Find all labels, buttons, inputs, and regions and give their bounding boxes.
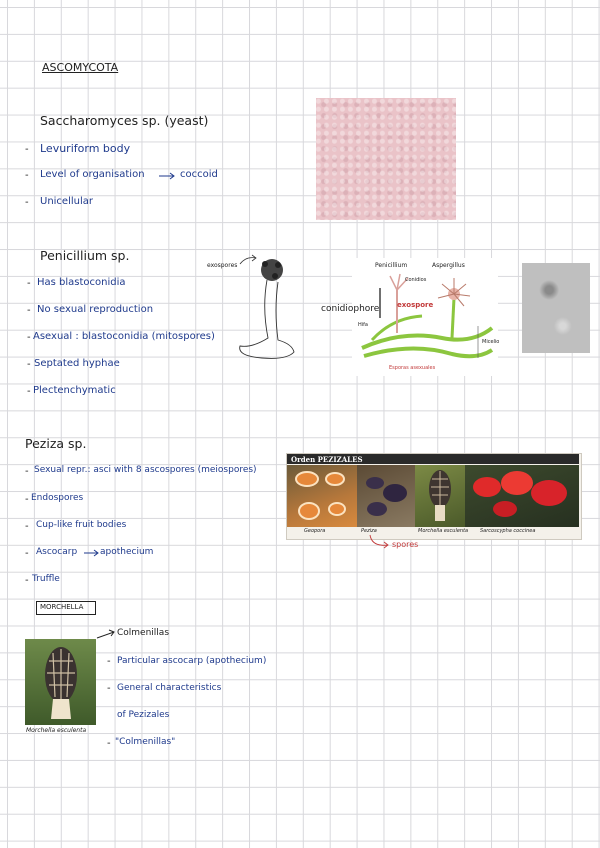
bullet-asexual: Asexual : blastoconidia (mitospores) [33, 331, 215, 342]
bullet-truffle: Truffle [32, 574, 60, 584]
red-cup-fungus-icon [465, 465, 579, 527]
bullet-no-sexual: No sexual reproduction [37, 304, 154, 315]
spores-label: spores [392, 540, 419, 549]
caption-sarcoscypha: Sarcoscypha coccinea [480, 528, 536, 534]
bullet-dash: - [27, 332, 31, 343]
yeast-micrograph [316, 98, 456, 220]
bullet-general-characteristics: General characteristics [117, 683, 222, 693]
bullet-dash: - [27, 278, 31, 289]
penicillium-heading: Penicillium sp. [40, 248, 130, 263]
bullet-ascocarp: Ascocarp [36, 547, 78, 557]
bullet-dash: - [25, 494, 29, 505]
diagram-label-conidiophore: conidiophore [321, 304, 380, 314]
dark-cup-fungus-icon [357, 465, 415, 527]
bullet-dash: - [107, 683, 111, 694]
bullet-apothecium: apothecium [100, 547, 154, 557]
bullet-dash: - [25, 548, 29, 559]
bullet-dash: - [25, 144, 29, 155]
page-title: ASCOMYCOTA [42, 61, 119, 74]
caption-peziza: Peziza [361, 528, 377, 534]
morel-icon [415, 465, 465, 527]
bullet-level-organisation: Level of organisation [40, 169, 145, 180]
bullet-septated: Septated hyphae [34, 358, 120, 369]
bullet-unicellular: Unicellular [40, 196, 93, 207]
colmenillas-label: Colmenillas [117, 628, 170, 638]
bullet-dash: - [25, 521, 29, 532]
diagram-label-penicillium: Penicillium [375, 262, 408, 269]
caption-morchella: Morchella esculenta [418, 528, 469, 534]
bullet-particular-ascocarp: Particular ascocarp (apothecium) [117, 656, 267, 666]
sketch-label-exospores: exospores [207, 262, 238, 269]
bullet-dash: - [27, 386, 31, 397]
diagram-label-aspergillus: Aspergillus [432, 262, 465, 269]
diagram-label-hifa: Hifa [358, 322, 368, 328]
bullet-levuriform: Levuriform body [40, 142, 131, 155]
bullet-dash: - [25, 575, 29, 586]
bullet-dash: - [107, 738, 111, 749]
penicillium-micrograph [522, 263, 590, 353]
peziza-heading: Peziza sp. [25, 436, 87, 451]
arrow-icon [96, 628, 118, 640]
bullet-of-pezizales: of Pezizales [117, 710, 170, 720]
bullet-colmenillas-quote: "Colmenillas" [115, 737, 176, 747]
bullet-dash: - [25, 197, 29, 208]
morchella-photo-caption: Morchella esculenta [26, 727, 87, 734]
cup-fungus-icon [287, 465, 357, 527]
penicillium-sketch-icon [232, 248, 332, 368]
diagram-label-exospore: exospore [397, 301, 434, 309]
pezizales-title: Orden PEZIZALES [291, 455, 363, 464]
bullet-dash: - [107, 656, 111, 667]
conidiophore-illustration-icon [352, 258, 498, 376]
bullet-dash: - [25, 466, 29, 477]
bullet-plectenchymatic: Plectenchymatic [33, 385, 116, 396]
diagram-label-esporas: Esporas asexuales [389, 365, 436, 371]
bullet-coccoid: coccoid [180, 169, 218, 180]
bullet-sexual-repr: Sexual repr.: asci with 8 ascospores (meiospores) [34, 465, 257, 475]
diagram-label-micelio: Micelio [482, 339, 500, 345]
bullet-dash: - [27, 305, 31, 316]
bullet-cup-like: Cup-like fruit bodies [36, 520, 127, 530]
bullet-dash: - [27, 359, 31, 370]
diagram-label-conidios: Conidios [405, 277, 427, 283]
saccharomyces-heading: Saccharomyces sp. (yeast) [40, 113, 209, 128]
bullet-blastoconidia: Has blastoconidia [37, 277, 126, 288]
caption-geopora: Geopora [304, 528, 326, 534]
bullet-endospores: Endospores [31, 493, 84, 503]
bullet-dash: - [25, 170, 29, 181]
morel-icon [25, 639, 96, 725]
morchella-heading: MORCHELLA [40, 603, 84, 611]
